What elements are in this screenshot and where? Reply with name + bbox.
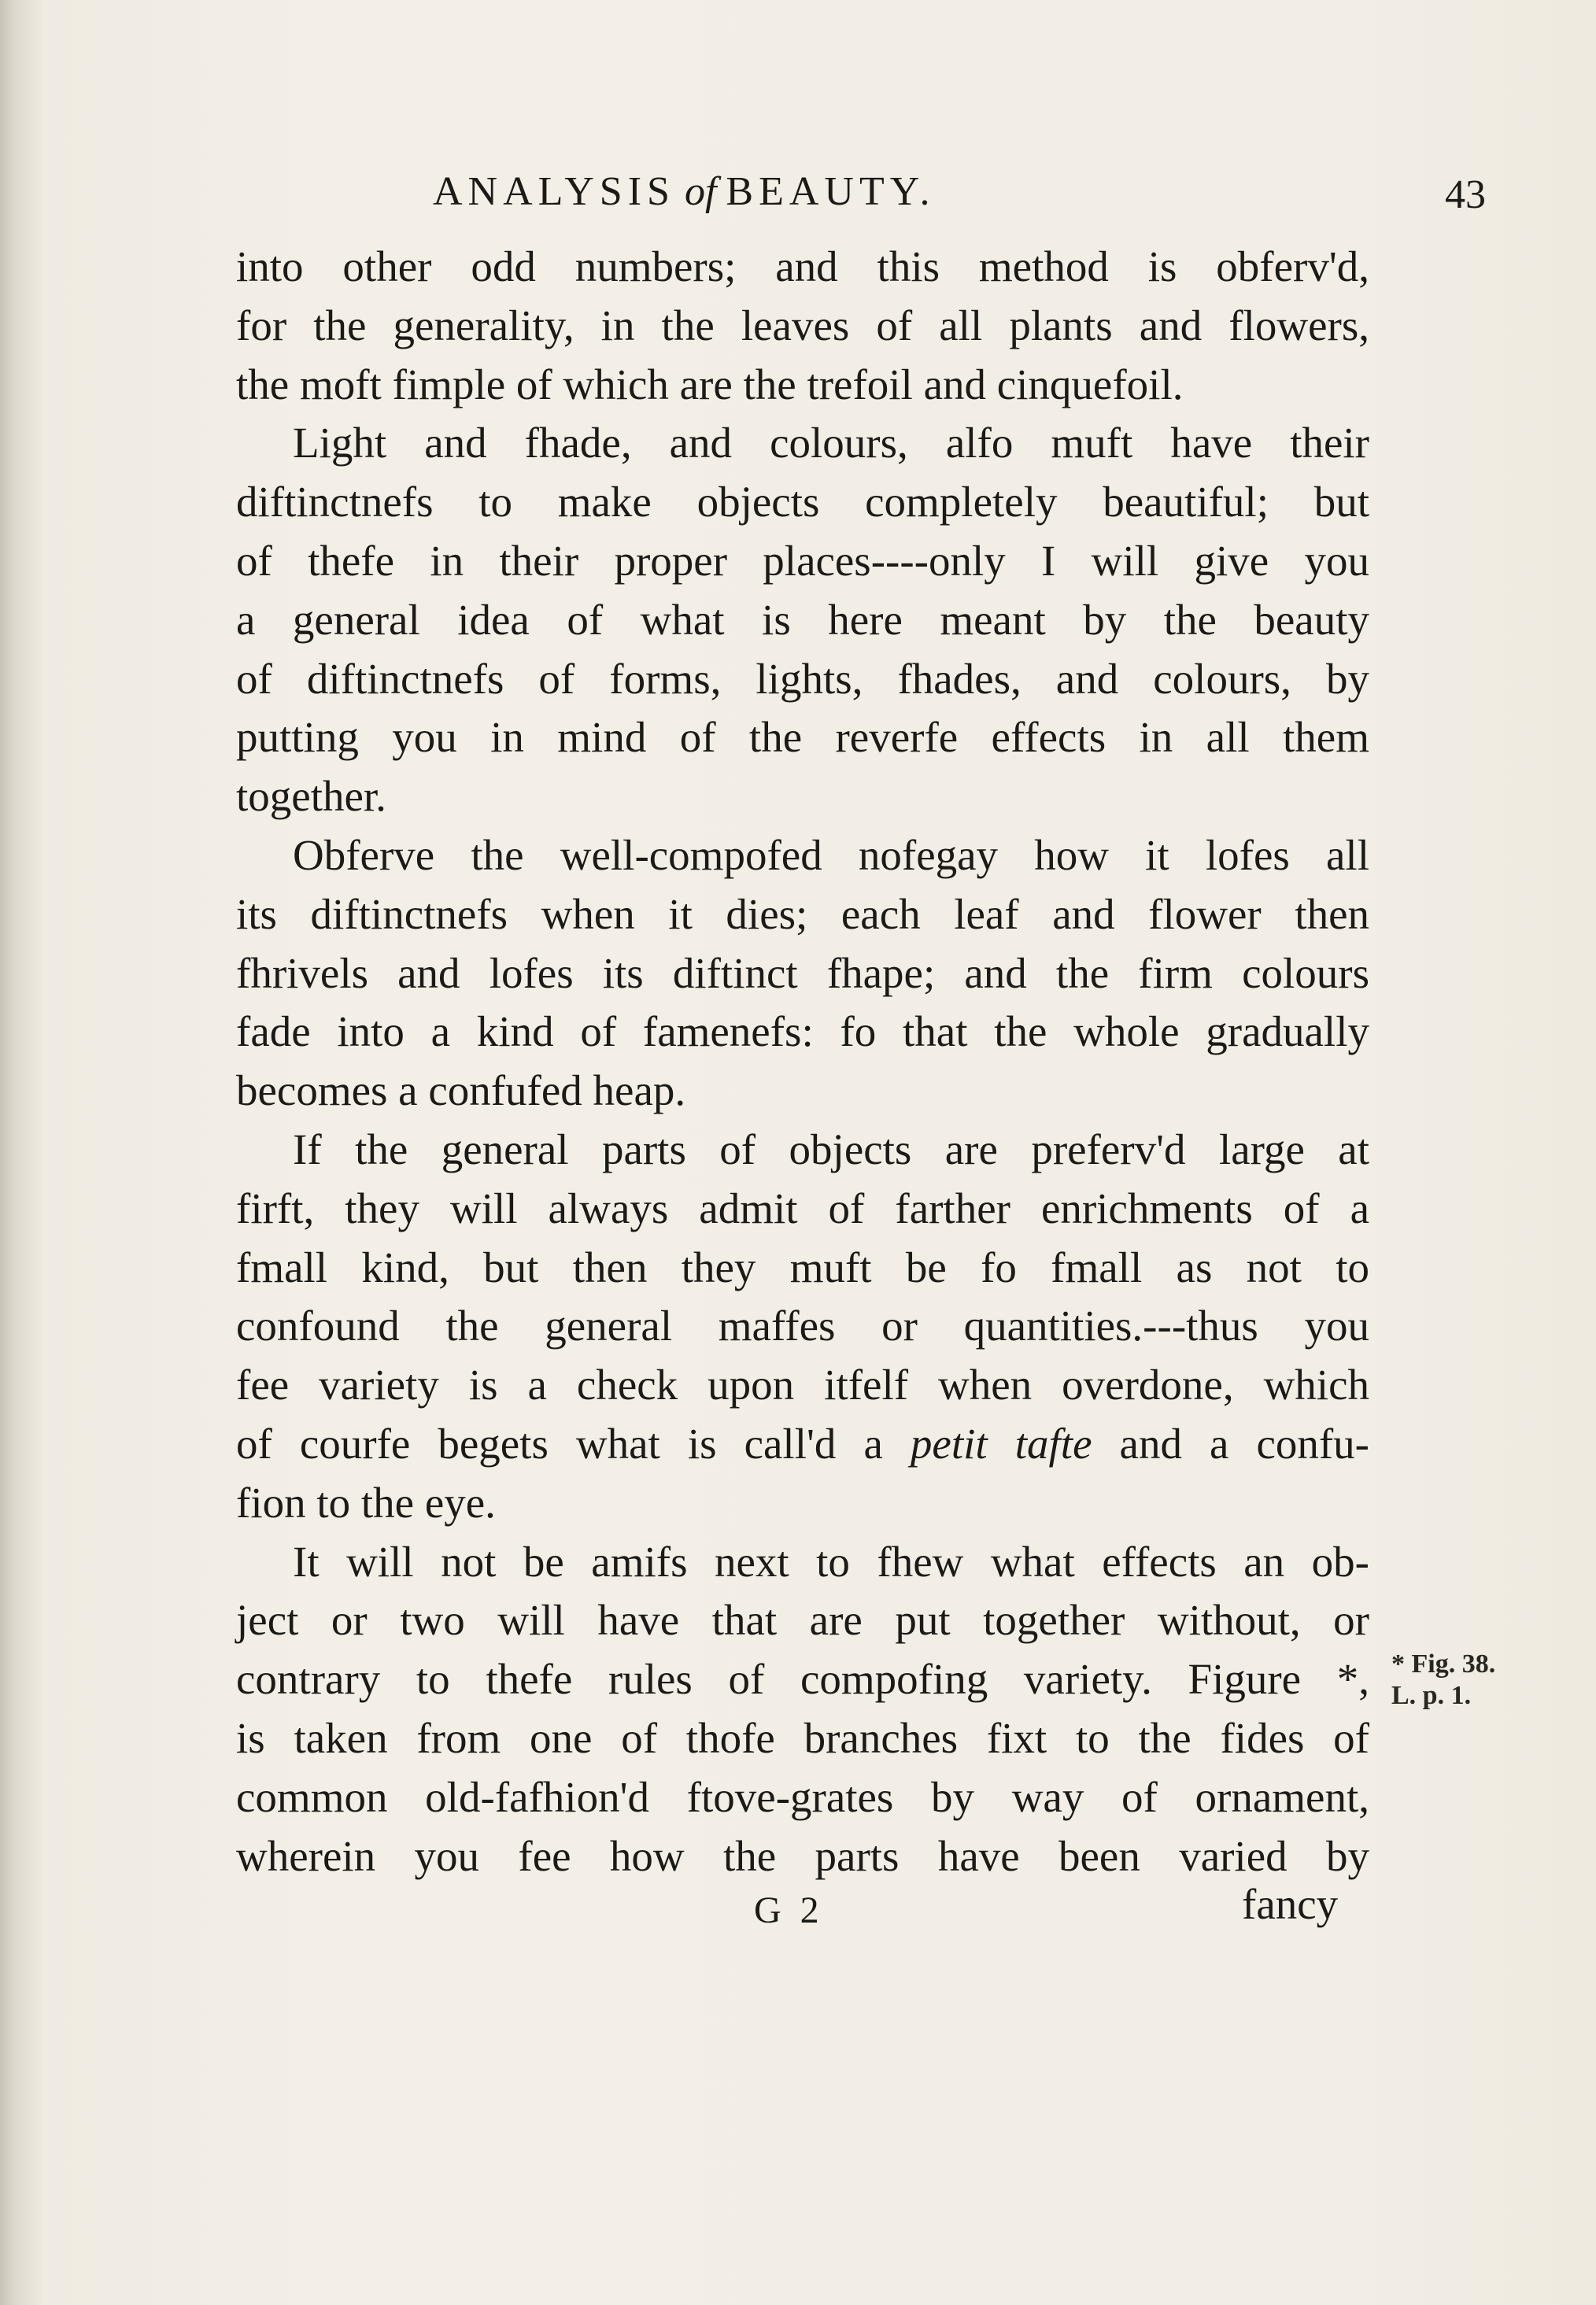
text-line: into other odd numbers; and this method is obferv'd, (236, 242, 1369, 290)
paragraph-start-line: If the general parts of objects are preferv'd large at (293, 1125, 1369, 1173)
running-head (0, 168, 1596, 216)
text-line: the moft fimple of which are the trefoil and cinquefoil. (236, 360, 1184, 408)
text-line: fade into a kind of famenefs: fo that the whole gradually (236, 1007, 1369, 1056)
text-line-end: and a confu- (1119, 1419, 1369, 1468)
running-head-title (433, 168, 936, 215)
page-number: 43 (1445, 172, 1486, 217)
text-line: confound the general maffes or quantities.---thus you (236, 1302, 1369, 1350)
text-line: fion to the eye. (236, 1478, 496, 1527)
text-line: wherein you fee how the parts have been varied by (236, 1831, 1369, 1880)
text-line: contrary to thefe rules of compofing variety. Figure *, (236, 1655, 1369, 1704)
running-head-title-part2: BEAUTY. (726, 169, 936, 214)
text-line: fmall kind, but then they muft be fo fmall as not to (236, 1243, 1369, 1291)
marginal-note (1391, 1649, 1495, 1712)
text-line: of diftinctnefs of forms, lights, fhades, and colours, by (236, 654, 1369, 703)
paragraph-start-line: It will not be amifs next to fhew what effects an ob- (293, 1537, 1369, 1586)
text-line-start: of courfe begets what is call'd a (236, 1419, 883, 1468)
text-line: common old-fafhion'd ftove-grates by way of ornament, (236, 1772, 1369, 1821)
running-head-title-of: of (684, 169, 717, 214)
text-line-with-italic (236, 1415, 1369, 1474)
italic-phrase: petit tafte (910, 1419, 1092, 1468)
catchword: fancy (1242, 1880, 1339, 1928)
text-line: becomes a confufed heap. (236, 1066, 686, 1115)
text-line: for the generality, in the leaves of all plants and flowers, (236, 301, 1369, 349)
text-line: of thefe in their proper places----only I will give you (236, 536, 1369, 585)
text-line: together. (236, 772, 386, 821)
text-line: is taken from one of thofe branches fixt to the fides of (236, 1713, 1369, 1762)
text-line: its diftinctnefs when it dies; each leaf and flower then (236, 889, 1369, 938)
text-line: fhrivels and lofes its diftinct fhape; and the firm colours (236, 948, 1369, 997)
paragraph-start-line: Obferve the well-compofed nofegay how it lofes all (293, 830, 1369, 879)
body-text (236, 238, 1369, 1886)
text-line: firft, they will always admit of farther enrichments of a (236, 1184, 1369, 1232)
running-head-title-part1: ANALYSIS (433, 169, 675, 214)
marginal-note-figure: * Fig. 38. (1391, 1649, 1496, 1679)
signature-mark: G 2 (754, 1889, 824, 1931)
text-line: putting you in mind of the reverfe effects in all them (236, 713, 1369, 762)
text-line: diftinctnefs to make objects completely beautiful; but (236, 478, 1369, 526)
text-line: ject or two will have that are put together without, or (236, 1596, 1369, 1645)
marginal-note-plate: L. p. 1. (1391, 1681, 1472, 1710)
text-line: a general idea of what is here meant by the beauty (236, 595, 1369, 644)
text-line: fee variety is a check upon itfelf when overdone, which (236, 1361, 1369, 1409)
paragraph-start-line: Light and fhade, and colours, alfo muft have their (293, 419, 1369, 467)
